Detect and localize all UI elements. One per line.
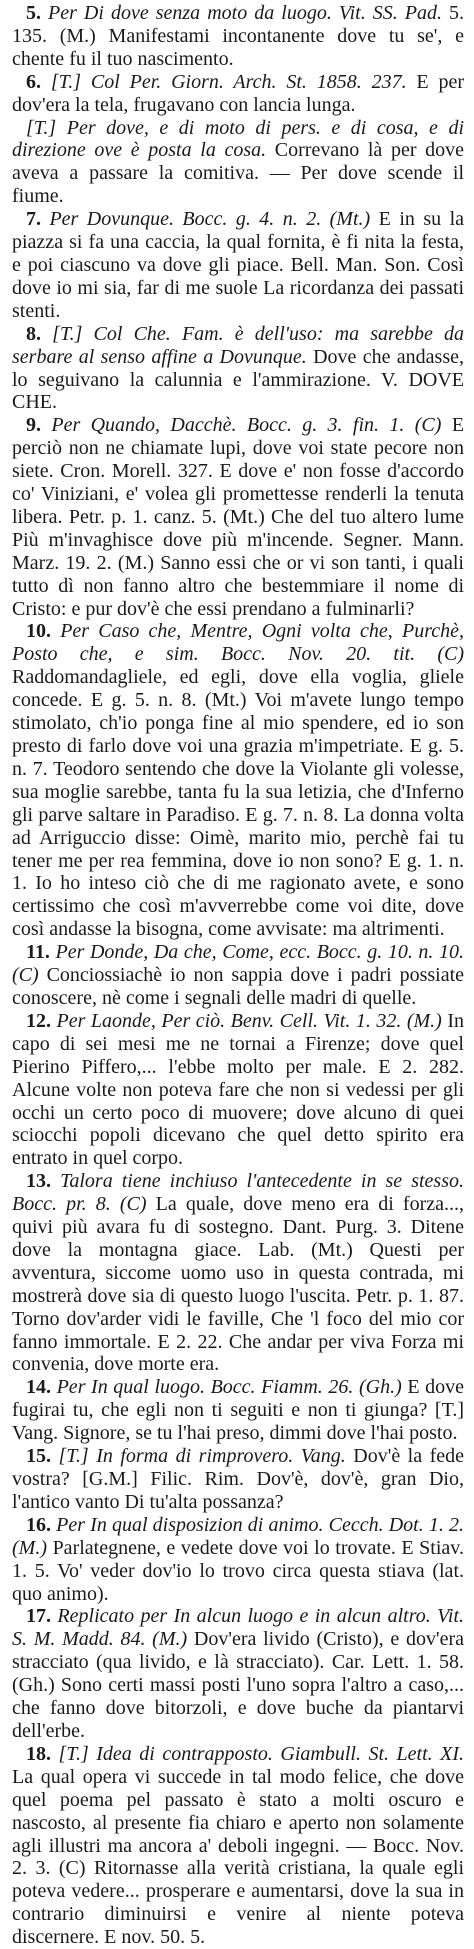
entry-11	[12, 941, 464, 1010]
entry-heading: [T.] Per dove, e di moto di pers. e di cosa, e di direzione ove è posta la cosa.	[12, 116, 464, 162]
entry-heading: Talora tiene inchiuso l'antecedente in se stesso. Bocc. pr. 8. (C)	[12, 1170, 464, 1216]
entry-number: 8.	[26, 322, 41, 345]
entry-17	[12, 1605, 464, 1742]
entry-5	[12, 2, 464, 71]
entry-heading: Per Di dove senza moto da luogo. Vit. SS. Pad.	[48, 2, 442, 24]
entry-heading: Per Dovunque. Bocc. g. 4. n. 2. (Mt.)	[49, 208, 371, 231]
entry-number: 15.	[26, 1445, 51, 1468]
entry-heading: Per Donde, Da che, Come, ecc. Bocc. g. 10. n. 10. (C)	[12, 941, 465, 987]
entry-text: La quale, dove meno era di forza..., quivi più avara fu di sostegno. Dant. Purg. 3. Ditene dove la montagna giace. Lab. (Mt.) Questi per avventura, siccome uomo uso in questa contrada, mi mostrerà dove sia di questo luogo l'uscita. Petr. p. 1. 87. Torno dov'arder vidi le faville, Che 'l foco del mio cor fanno immortale. E 2. 22. Che andar per viva Forza mi convenia, dove morte era.	[12, 1193, 465, 1376]
entry-8	[12, 323, 464, 415]
entry-text: E perciò non ne chiamate lupi, dove voi state pecore non siete. Cron. Morell. 327. E dove e' non fosse d'accordo co' Viniziani, e' volea gli promettesse renderli la tenuta libera. Petr. p. 1. canz. 5. (Mt.) Che del tuo altero lume Più m'invaghisce dove più m'incende. Segner. Mann. Marz. 19. 2. (M.) Sanno essi che or vi son tanti, i quali tutto dì non fanno altro che bestemmiare il nome di Cristo: e pur dov'è che essi prendano a fulminarli?	[12, 414, 465, 620]
entry-16	[12, 1514, 464, 1606]
entry-13	[12, 1170, 464, 1376]
entry-text: 5. 135. (M.) Manifestami incontanente dove tu se', e chente fu il tuo nascimento.	[12, 2, 464, 70]
entry-text: In capo di sei mesi me ne tornai a Firenze; dove quel Pierino Piffero,... l'ebbe molto per male. E 2. 282. Alcune volte non poteva fare che non si vedessi per gli occhi un certo poco di muovere; dove alcuno di quei sciocchi popoli dicevano che quel detto spirito era entrato in quel corpo.	[12, 1009, 464, 1170]
entry-9	[12, 414, 464, 620]
entry-heading: [T.] In forma di rimprovero. Vang.	[58, 1445, 346, 1468]
entry-heading: [T.] Col Che. Fam. è dell'uso: ma sarebbe da serbare al senso affine a Dovunque.	[12, 322, 464, 368]
entry-15	[12, 1445, 464, 1514]
entry-number: 11.	[26, 941, 50, 964]
entry-number: 13.	[26, 1170, 51, 1193]
entry-6-sub	[12, 117, 464, 209]
entry-number: 14.	[26, 1376, 51, 1399]
entry-heading: Per Laonde, Per ciò. Benv. Cell. Vit. 1. 32. (M.)	[56, 1009, 442, 1032]
entry-number: 5.	[26, 2, 41, 24]
entry-12	[12, 1010, 464, 1170]
entry-text: Raddomandagliele, ed egli, dove ella voglia, gliele concede. E g. 5. n. 8. (Mt.) Voi m'avete lungo tempo stimolato, ch'io ponga fine al mio spendere, ed io son presto di farlo dove voi una grazia m'impetriate. E g. 5. n. 7. Teodoro sentendo che dove la Violante gli volesse, sua moglie sarebbe, tanta fu la sua letizia, che d'Inferno gli parve saltare in Paradiso. E g. 7. n. 8. La donna volta ad Arriguccio disse: Oimè, marito mio, perchè fai tu tener me per rea femmina, dove io non sono? E g. 1. n. 1. Io ho inteso ciò che di me ragionato avete, e sono certissimo che così m'avverrebbe come voi dite, dove così andasse la bisogna, come avvisate: ma altrimenti.	[12, 666, 464, 941]
entry-text: Parlategnene, e vedete dove voi lo trovate. E Stiav. 1. 5. Vo' veder dov'io lo trovo circa questa stiava (lat. quo animo).	[12, 1536, 464, 1605]
entry-number: 18.	[26, 1742, 51, 1765]
entry-number: 7.	[26, 208, 41, 231]
entry-number: 16.	[26, 1513, 51, 1536]
entry-text: E per dov'era la tela, frugavano con lancia lunga.	[12, 70, 465, 116]
entry-text: Dov'era livido (Cristo), e dov'era stracciato (qua livido, e là stracciato). Car. Lett. 1. 58. (Gh.) Sono certi massi posti l'uno sopra l'altro a caso,... che fanno dove bitorzoli, e dove buche da piantarvi dell'erbe.	[12, 1628, 464, 1742]
entry-text: Dov'è la fede vostra? [G.M.] Filic. Rim. Dov'è, dov'è, gran Dio, l'antico vanto Di tu'alta possanza?	[12, 1445, 465, 1513]
entry-heading: Per In qual disposizion di animo. Cecch. Dot. 1. 2. (M.)	[12, 1513, 465, 1559]
entry-6	[12, 71, 464, 117]
entry-14	[12, 1376, 464, 1445]
entry-18	[12, 1743, 464, 1949]
entry-text: Dove che andasse, lo seguivano la calunnia e l'ammirazione. V. DOVE CHE.	[12, 345, 465, 414]
entry-7	[12, 208, 464, 323]
entry-text: E in su la piazza si fa una caccia, la qual fornita, è fi nita la festa, e poi ciascuno va dove gli piace. Bell. Man. Son. Così dove io mi sia, far di me suole La ricordanza dei passati stenti.	[12, 208, 464, 322]
entry-heading: Per Quando, Dacchè. Bocc. g. 3. fin. 1. (C)	[51, 414, 442, 437]
entry-number: 17.	[26, 1605, 51, 1628]
entry-heading: Per Caso che, Mentre, Ogni volta che, Purchè, Posto che, e sim. Bocc. Nov. 20. tit. (C)	[12, 620, 464, 666]
entry-heading: Replicato per In alcun luogo e in alcun altro. Vit. S. M. Madd. 84. (M.)	[12, 1605, 464, 1651]
entry-text: E dove fugirai tu, che egli non ti seguiti e non ti giunga? [T.] Vang. Signore, se tu l'hai preso, dimmi dove l'hai posto.	[12, 1376, 465, 1445]
entry-heading: [T.] Idea di contrapposto. Giambull. St. Lett. XI.	[58, 1742, 465, 1765]
entry-heading: Per In qual luogo. Bocc. Fiamm. 26. (Gh.)	[56, 1376, 402, 1399]
entry-number: 9.	[26, 414, 41, 437]
entry-text: Conciossiachè io non sappia dove i padri possiate conoscere, nè come i segnali delle madri di quelle.	[12, 964, 465, 1009]
entry-number: 12.	[26, 1009, 51, 1032]
entry-heading: [T.] Col Per. Giorn. Arch. St. 1858. 237.	[50, 70, 407, 93]
entry-10	[12, 620, 464, 941]
entry-number: 6.	[26, 70, 41, 93]
entry-number: 10.	[26, 620, 51, 643]
entry-text: Correvano là per dove aveva a passare la comitiva. — Per dove scende il fiume.	[12, 139, 465, 208]
entry-text: La qual opera vi succede in tal modo felice, che dove quel poema pel passato è stato a molti oscuro e nascosto, al presente fia chiaro e aperto non solamente agli illustri ma ancora a' deboli ingegni. — Bocc. Nov. 2. 3. (C) Ritornasse alla verità cristiana, la quale egli poteva vedere... prosperare e aumentarsi, dove la sua in contrario diminuirsi e venire al niente poteva discernere. E nov. 50. 5.	[12, 1765, 464, 1949]
